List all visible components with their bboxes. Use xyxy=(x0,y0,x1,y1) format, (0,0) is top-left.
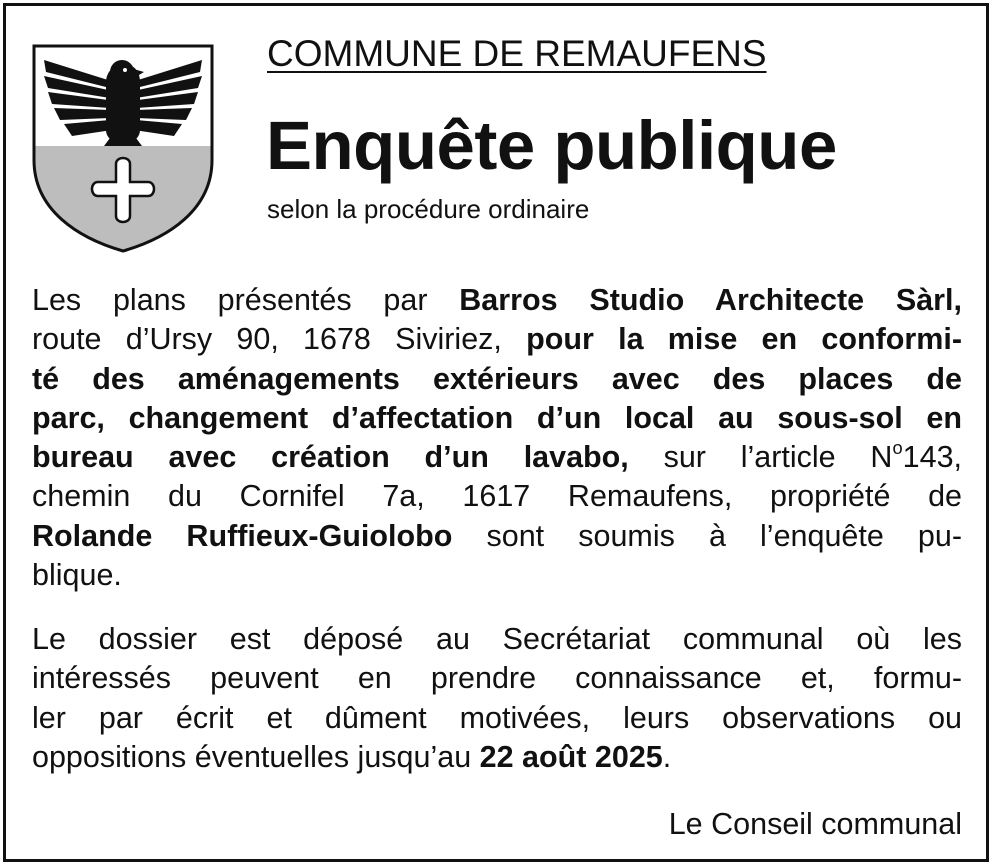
notice-subtitle: selon la procédure ordinaire xyxy=(267,194,590,224)
text-line xyxy=(32,360,962,399)
bold-text: té des aménagements extérieurs avec des places de xyxy=(32,361,962,396)
text-segment: 143, xyxy=(902,440,963,475)
text-segment: oppositions éventuelles jusqu’au xyxy=(32,739,480,774)
text-line xyxy=(32,281,962,320)
text-line xyxy=(32,399,962,438)
signature: Le Conseil communal xyxy=(668,807,962,841)
text-line xyxy=(32,738,962,777)
text-segment: ler par écrit et dûment motivées, leurs observations ou xyxy=(32,700,962,735)
text-line xyxy=(32,477,962,516)
text-segment: chemin du Cornifel 7a, 1617 Remaufens, propriété de xyxy=(32,479,962,514)
text-line xyxy=(32,699,962,738)
bold-text: Barros Studio Architecte Sàrl, xyxy=(459,283,962,317)
text-segment: Le dossier est déposé au Secrétariat communal où les xyxy=(32,622,962,656)
text-segment: blique. xyxy=(32,558,122,593)
bold-text: Rolande Ruffieux-Guiolobo xyxy=(32,518,453,553)
text-segment: sur l’article N xyxy=(628,440,893,475)
text-line xyxy=(32,517,962,556)
text-line xyxy=(32,620,962,659)
bold-text: pour la mise en conformi- xyxy=(526,322,962,357)
bold-text: 22 août 2025 xyxy=(479,739,663,774)
bold-text: parc, changement d’affectation d’un local au sous-sol en xyxy=(32,400,962,435)
notice-title: Enquête publique xyxy=(266,107,837,184)
coat-of-arms-icon xyxy=(30,42,216,254)
text-segment: route d’Ursy 90, 1678 Siviriez, xyxy=(32,322,527,357)
text-segment: intéressés peuvent en prendre connaissance et, formu- xyxy=(32,661,962,696)
commune-name: COMMUNE DE REMAUFENS xyxy=(267,33,767,74)
text-line xyxy=(32,556,962,595)
text-segment: o xyxy=(892,437,903,459)
text-line xyxy=(32,659,962,698)
text-segment: Les plans présentés par xyxy=(32,283,460,317)
text-line xyxy=(32,320,962,359)
notice-paragraph-1 xyxy=(32,281,962,595)
bold-text: bureau avec création d’un lavabo, xyxy=(32,440,629,475)
text-segment: . xyxy=(662,739,672,774)
text-segment: sont soumis à l’enquête pu- xyxy=(452,518,962,553)
text-line xyxy=(32,438,962,477)
notice-paragraph-2 xyxy=(32,620,962,777)
